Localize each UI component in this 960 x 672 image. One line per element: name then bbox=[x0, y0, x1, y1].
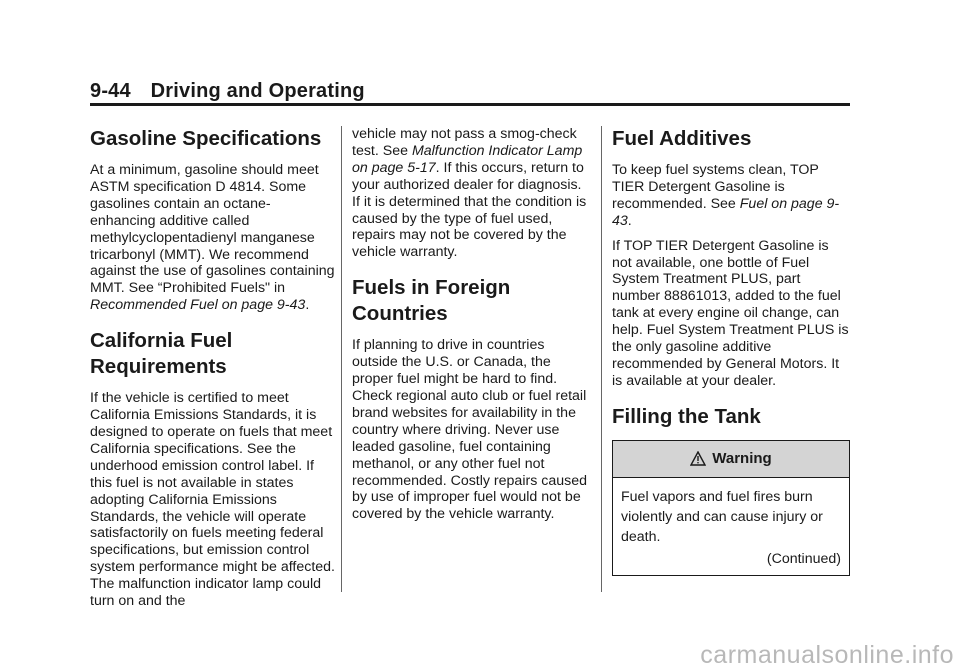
text: To keep fuel systems clean, TOP TIER Detergent Gasoline is recommended. See bbox=[612, 162, 819, 212]
watermark: carmanualsonline.info bbox=[700, 641, 954, 669]
paragraph: If planning to drive in countries outside the U.S. or Canada, the proper fuel might be hard to find. Check regional auto club or fuel retail brand websites for availability in the country where driving. Never use leaded gasoline, fuel containing methanol, or any other fuel not recommended. Costly repairs caused by use of improper fuel would not be covered by the vehicle warranty. bbox=[352, 337, 587, 523]
cross-reference-link[interactable]: Malfunction Indicator Lamp on page 5-17 bbox=[352, 142, 583, 176]
heading-california-fuel: California Fuel Requirements bbox=[90, 329, 233, 379]
page-number: 9-44 bbox=[90, 80, 131, 102]
text: . bbox=[305, 297, 310, 314]
column-3 bbox=[612, 122, 852, 576]
cross-reference-link[interactable]: Recommended Fuel on page 9-43 bbox=[90, 297, 306, 314]
continued-label: (Continued) bbox=[766, 550, 841, 567]
column-1 bbox=[90, 122, 336, 618]
warning-header bbox=[613, 441, 849, 478]
warning-triangle-icon bbox=[690, 451, 706, 466]
text: vehicle may not pass a smog-check test. See bbox=[352, 126, 577, 159]
warning-title: Warning bbox=[712, 450, 772, 468]
header-rule bbox=[90, 103, 850, 106]
warning-text: Fuel vapors and fuel fires burn violently and can cause injury or death. bbox=[621, 488, 823, 545]
column-divider bbox=[601, 126, 602, 592]
paragraph bbox=[612, 162, 852, 230]
paragraph: If TOP TIER Detergent Gasoline is not available, one bottle of Fuel System Treatment PLUS, part number 88861013, added to the fuel tank at every engine oil change, can help. Fuel System Treatment PLUS is the only gasoline additive recommended by General Motors. It is available at your dealer. bbox=[612, 237, 849, 389]
column-divider bbox=[341, 126, 342, 592]
heading-fuels-in-foreign-countries: Fuels in Foreign Countries bbox=[352, 276, 511, 326]
text: . bbox=[627, 212, 632, 229]
heading-gasoline-specifications: Gasoline Specifications bbox=[90, 127, 322, 150]
paragraph bbox=[90, 162, 336, 314]
paragraph bbox=[352, 126, 590, 261]
warning-box bbox=[612, 440, 850, 576]
cross-reference-link[interactable]: Fuel on page 9-43 bbox=[612, 195, 840, 229]
heading-fuel-additives: Fuel Additives bbox=[612, 127, 752, 150]
paragraph: If the vehicle is certified to meet California Emissions Standards, it is designed to operate on fuels that meet California specifications. See the underhood emission control label. If this fuel is not available in states adopting California Emissions Standards, the vehicle will operate satisfactorily on fuels meeting federal specifications, but emission control system performance might be affected. The malfunction indicator lamp could turn on and the bbox=[90, 390, 335, 610]
text: At a minimum, gasoline should meet ASTM specification D 4814. Some gasolines contain an octane-enhancing additive called methylcyclopentadienyl manganese tricarbonyl (MMT). We recommend against the use of gasolines containing MMT. See “Prohibited Fuels" in bbox=[90, 162, 335, 297]
warning-body bbox=[613, 478, 849, 575]
heading-filling-the-tank: Filling the Tank bbox=[612, 404, 761, 428]
text: . If this occurs, return to your authorized dealer for diagnosis. If it is determined that the condition is caused by the type of fuel used, repairs may not be covered by the vehicle warranty. bbox=[352, 159, 587, 261]
section-title: Driving and Operating bbox=[150, 80, 365, 102]
column-2 bbox=[352, 122, 590, 531]
